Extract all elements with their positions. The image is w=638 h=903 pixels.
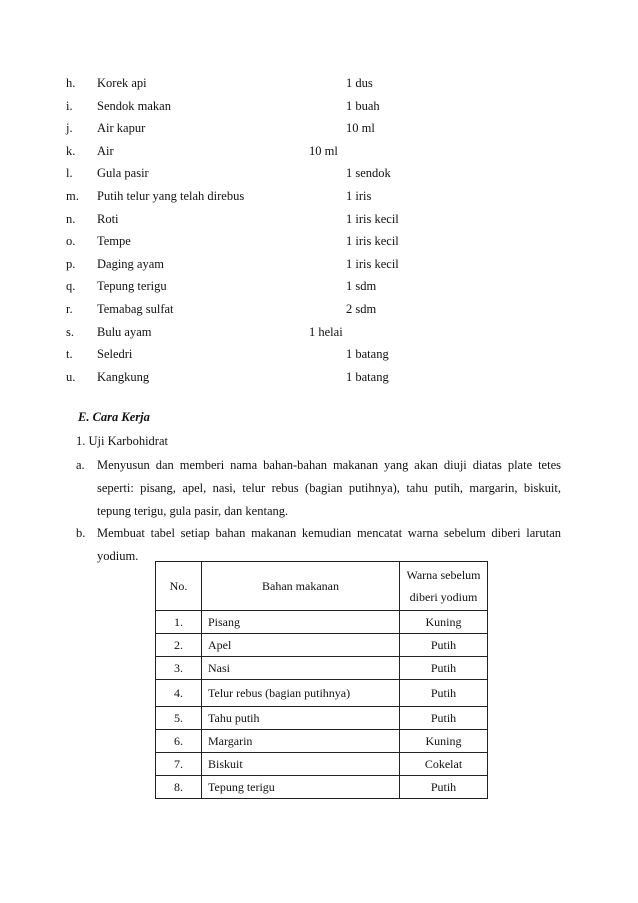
cell-no: 8.	[156, 776, 202, 799]
step-b-text: Membuat tabel setiap bahan makanan kemudian mencatat warna sebelum diberi larutan yodium.	[97, 526, 561, 563]
cell-name: Margarin	[202, 730, 400, 753]
cell-no: 2.	[156, 634, 202, 657]
material-name: Gula pasir	[97, 166, 149, 181]
material-quantity: 1 buah	[346, 98, 380, 113]
material-letter: u.	[66, 369, 76, 384]
material-letter: k.	[66, 143, 76, 158]
cell-no: 6.	[156, 730, 202, 753]
material-quantity: 1 helai	[309, 324, 343, 339]
material-letter: n.	[66, 211, 76, 226]
table-row	[156, 730, 488, 753]
material-name: Temabag sulfat	[97, 302, 174, 316]
table-row	[156, 776, 488, 799]
cell-no: 5.	[156, 707, 202, 730]
material-name: Tempe	[97, 234, 131, 249]
material-letter: h.	[66, 76, 76, 90]
material-letter: l.	[66, 166, 73, 181]
header-name: Bahan makanan	[202, 562, 400, 611]
step-a-text: Menyusun dan memberi nama bahan-bahan makanan yang akan diuji diatas plate tetes seperti: pisang, apel, nasi, telur rebus (bagian putihnya), tahu putih, margarin, biskuit, tepung terigu, gula pasir, dan kentang.	[97, 458, 561, 518]
cell-color: Kuning	[400, 611, 488, 634]
cell-name: Tepung terigu	[202, 776, 400, 799]
material-quantity: 1 batang	[346, 369, 389, 384]
material-name: Air kapur	[97, 121, 146, 136]
cell-name: Nasi	[202, 657, 400, 680]
cell-no: 7.	[156, 753, 202, 776]
cell-name: Telur rebus (bagian putihnya)	[202, 680, 400, 707]
cell-color: Putih	[400, 707, 488, 730]
material-quantity: 10 ml	[346, 121, 375, 136]
material-name: Sendok makan	[97, 98, 171, 113]
material-letter: p.	[66, 256, 76, 271]
material-quantity: 1 iris kecil	[346, 211, 399, 226]
material-quantity: 10 ml	[309, 143, 338, 158]
material-letter: o.	[66, 234, 76, 249]
material-quantity: 1 iris kecil	[346, 234, 399, 249]
table-row	[156, 657, 488, 680]
material-quantity: 1 sendok	[346, 166, 391, 181]
material-quantity: 1 iris	[346, 189, 372, 203]
cell-color: Putih	[400, 657, 488, 680]
cell-name: Biskuit	[202, 753, 400, 776]
material-name: Kangkung	[97, 369, 150, 384]
material-name: Air	[97, 143, 114, 158]
cell-no: 1.	[156, 611, 202, 634]
cell-name: Apel	[202, 634, 400, 657]
material-letter: i.	[66, 98, 73, 113]
cell-color: Putih	[400, 776, 488, 799]
table-header-row	[156, 562, 488, 611]
table-row	[156, 611, 488, 634]
material-letter: j.	[66, 121, 73, 136]
header-color: Warna sebelum diberi yodium	[400, 562, 488, 611]
cell-color: Putih	[400, 680, 488, 707]
cell-no: 4.	[156, 680, 202, 707]
material-letter: t.	[66, 347, 73, 362]
material-letter: q.	[66, 279, 76, 294]
subsection-title: 1. Uji Karbohidrat	[76, 434, 168, 448]
material-name: Tepung terigu	[97, 279, 167, 294]
cell-color: Cokelat	[400, 753, 488, 776]
cell-color: Putih	[400, 634, 488, 657]
cell-no: 3.	[156, 657, 202, 680]
material-name: Putih telur yang telah direbus	[97, 189, 245, 203]
material-name: Korek api	[97, 76, 147, 90]
table-row	[156, 753, 488, 776]
material-name: Daging ayam	[97, 256, 164, 271]
material-name: Roti	[97, 211, 119, 226]
section-title: E. Cara Kerja	[78, 410, 150, 424]
material-quantity: 1 batang	[346, 347, 389, 362]
table-row	[156, 680, 488, 707]
material-letter: m.	[66, 189, 79, 203]
cell-color: Kuning	[400, 730, 488, 753]
table-row	[156, 707, 488, 730]
food-color-table	[155, 561, 488, 799]
material-quantity: 1 iris kecil	[346, 256, 399, 271]
material-letter: r.	[66, 302, 73, 316]
material-name: Bulu ayam	[97, 324, 152, 339]
cell-name: Tahu putih	[202, 707, 400, 730]
table-row	[156, 634, 488, 657]
table-body	[156, 611, 488, 799]
material-quantity: 2 sdm	[346, 302, 377, 316]
material-quantity: 1 sdm	[346, 279, 377, 294]
step-a-letter: a.	[76, 458, 85, 472]
header-no: No.	[156, 562, 202, 611]
cell-name: Pisang	[202, 611, 400, 634]
material-letter: s.	[66, 324, 74, 339]
material-quantity: 1 dus	[346, 76, 373, 90]
step-b-letter: b.	[76, 526, 86, 540]
material-name: Seledri	[97, 347, 133, 362]
